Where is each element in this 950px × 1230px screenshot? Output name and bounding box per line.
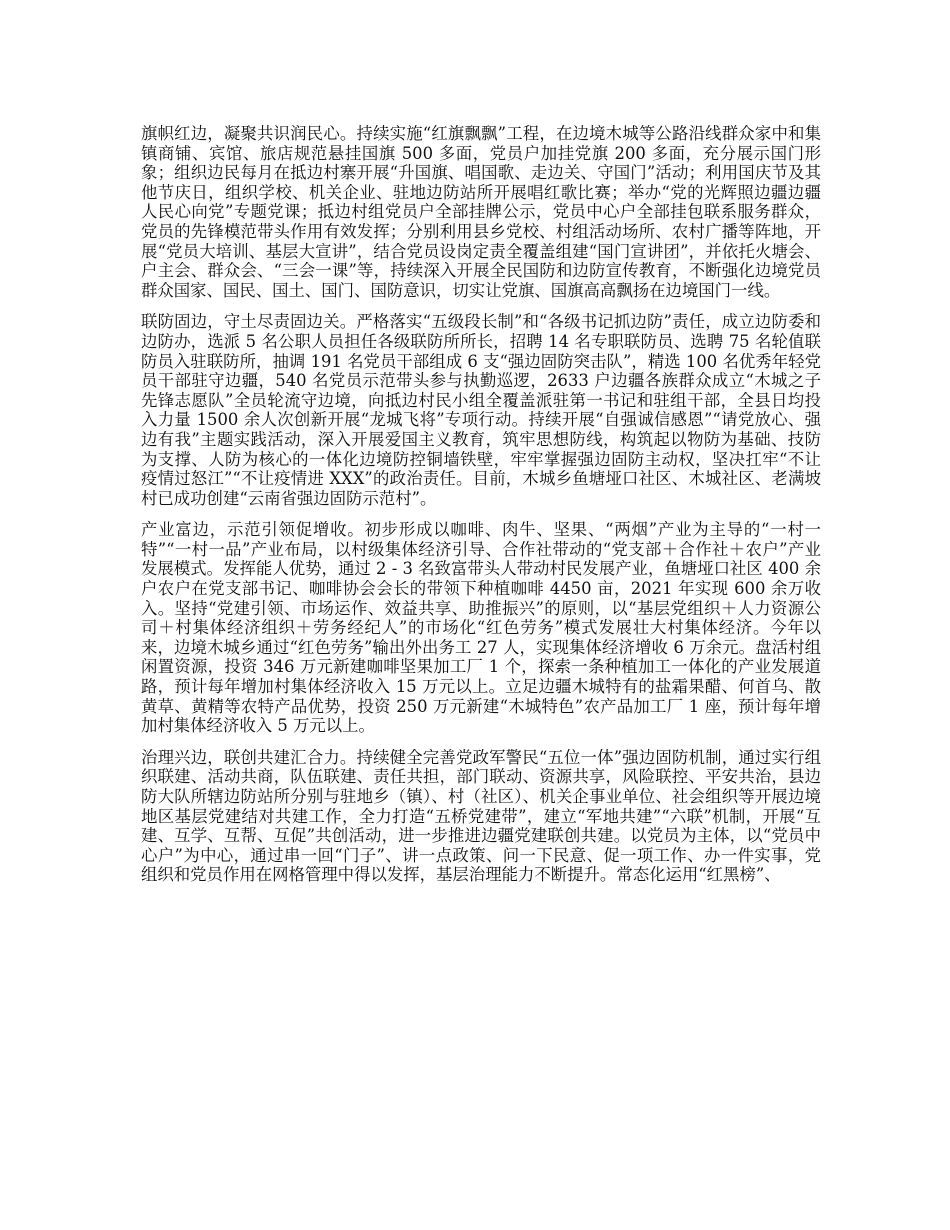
document-body [141, 124, 821, 897]
paragraph-joint-defense: 联防固边，守土尽责固边关。严格落实“五级段长制”和“各级书记抓边防”责任，成立边防委和边防办，选派 5 名公职人员担任各级联防所所长，招聘 14 名专职联防员、选聘 75 名轮值联防员入驻联防所，抽调 191 名党员干部组成 6 支“强边固防突击队”，精选 100 名优秀年轻党员干部驻守边疆，540 名党员示范带头参与执勤巡逻，2633 户边疆各族群众成立“木城之子先锋志愿队”全员轮流守边境，向抵边村民小组全覆盖派驻第一书记和驻组干部，全县日均投入力量 1500 余人次创新开展“龙城飞将”专项行动。持续开展“自强诚信感恩”“请党放心、强边有我”主题实践活动，深入开展爱国主义教育，筑牢思想防线，构筑起以物防为基础、技防为支撑、人防为核心的一体化边境防控铜墙铁壁，牢牢掌握强边固防主动权，坚决扛牢“不让疫情过怒江”“不让疫情进 XXX”的政治责任。目前，木城乡鱼塘垭口社区、木城社区、老满坡村已成功创建“云南省强边固防示范村”。 [141, 312, 821, 508]
paragraph-industry: 产业富边，示范引领促增收。初步形成以咖啡、肉牛、坚果、“两烟”产业为主导的“一村一特”“一村一品”产业布局，以村级集体经济引导、合作社带动的“党支部＋合作社＋农户”产业发展模式。发挥能人优势，通过 2 - 3 名致富带头人带动村民发展产业，鱼塘垭口社区 400 余户农户在党支部书记、咖啡协会会长的带领下种植咖啡 4450 亩，2021 年实现 600 余万收入。坚持“党建引领、市场运作、效益共享、助推振兴”的原则，以“基层党组织＋人力资源公司＋村集体经济组织＋劳务经纪人”的市场化“红色劳务”模式发展壮大村集体经济。今年以来，边境木城乡通过“红色劳务”输出外出务工 27 人，实现集体经济增收 6 万余元。盘活村组闲置资源，投资 346 万元新建咖啡坚果加工厂 1 个，探索一条种植加工一体化的产业发展道路，预计每年增加村集体经济收入 15 万元以上。立足边疆木城特有的盐霜果醋、何首乌、散黄草、黄精等农特产品优势，投资 250 万元新建“木城特色”农产品加工厂 1 座，预计每年增加村集体经济收入 5 万元以上。 [141, 520, 821, 736]
paragraph-governance: 治理兴边，联创共建汇合力。持续健全完善党政军警民“五位一体”强边固防机制，通过实行组织联建、活动共商，队伍联建、责任共担，部门联动、资源共享，风险联控、平安共治，县边防大队所辖边防站所分别与驻地乡（镇）、村（社区）、机关企事业单位、社会组织等开展边境地区基层党建结对共建工作，全力打造“五桥党建带”，建立“军地共建”“六联”机制，开展“互建、互学、互帮、互促”共创活动，进一步推进边疆党建联创共建。以党员为主体，以“党员中心户”为中心，通过串一回“门子”、讲一点政策、问一下民意、促一项工作、办一件实事，党组织和党员作用在网格管理中得以发挥，基层治理能力不断提升。常态化运用“红黑榜”、 [141, 747, 821, 885]
paragraph-flag-border: 旗帜红边，凝聚共识润民心。持续实施“红旗飘飘”工程，在边境木城等公路沿线群众家中和集镇商铺、宾馆、旅店规范悬挂国旗 500 多面，党员户加挂党旗 200 多面，充分展示国门形象；组织边民每月在抵边村寨开展“升国旗、唱国歌、走边关、守国门”活动；利用国庆节及其他节庆日，组织学校、机关企业、驻地边防站所开展唱红歌比赛；举办“党的光辉照边疆边疆人民心向党”专题党课；抵边村组党员户全部挂牌公示，党员中心户全部挂包联系服务群众，党员的先锋模范带头作用有效发挥；分别利用县乡党校、村组活动场所、农村广播等阵地，开展“党员大培训、基层大宣讲”，结合党员设岗定责全覆盖组建“国门宣讲团”，并依托火塘会、户主会、群众会、“三会一课”等，持续深入开展全民国防和边防宣传教育，不断强化边境党员群众国家、国民、国土、国门、国防意识，切实让党旗、国旗高高飘扬在边境国门一线。 [141, 124, 821, 300]
